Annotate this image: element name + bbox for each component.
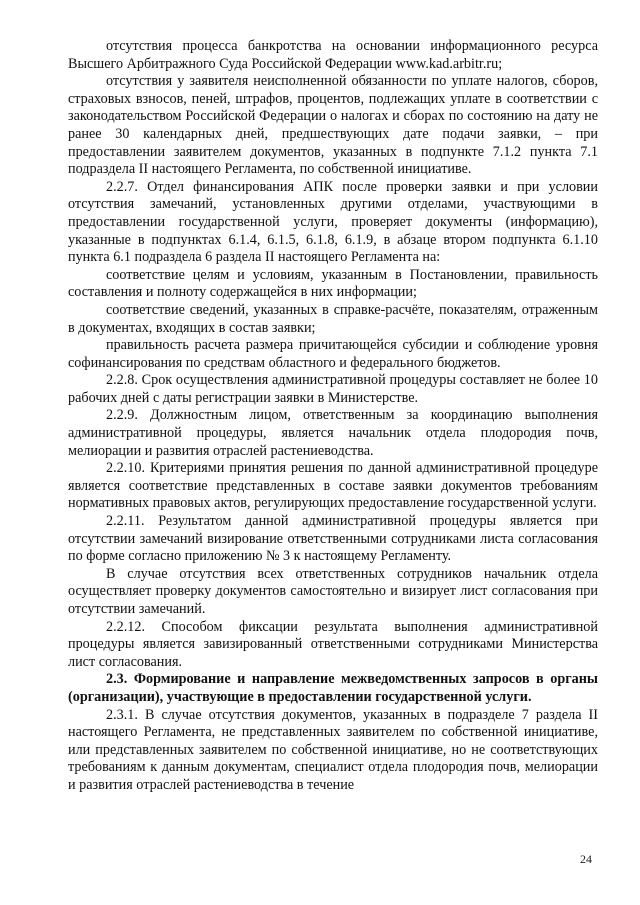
paragraph: 2.2.7. Отдел финансирования АПК после проверки заявки и при условии отсутствия замечаний, установленных другими отделами, участвующими в предоставлении государственной услуги, проверяет документы (информацию), указанные в подпунктах 6.1.4, 6.1.5, 6.1.8, 6.1.9, в абзаце втором подпункта 6.1.10 пункта 6.1 подраздела 6 раздела II настоящего Регламента на:	[68, 178, 598, 266]
paragraph: отсутствия процесса банкротства на основании информационного ресурса Высшего Арбитражного Суда Российской Федерации www.kad.arbitr.ru;	[68, 38, 598, 72]
paragraph: 2.2.11. Результатом данной административной процедуры является при отсутствии замечаний визирование ответственными сотрудниками листа согласования по форме согласно приложению № 3 к настоящему Регламенту.	[68, 513, 598, 565]
paragraph: соответствие целям и условиям, указанным в Постановлении, правильность составления и полноту содержащейся в них информации;	[68, 266, 598, 301]
paragraph: В случае отсутствия всех ответственных сотрудников начальник отдела осуществляет проверку документов самостоятельно и визирует лист согласования при отсутствии замечаний.	[68, 565, 598, 617]
page-number: 24	[580, 852, 592, 866]
paragraph: 2.3.1. В случае отсутствия документов, указанных в подразделе 7 раздела II настоящего Регламента, не представленных заявителем по собственной инициативе, или представленных заявителем по собственной инициативе, но не соответствующих требованиям к данным документам, специалист отдела плодородия почв, мелиорации и развития отраслей растениеводства в течение	[68, 706, 598, 793]
paragraph: 2.2.12. Способом фиксации результата выполнения административной процедуры является завизированный ответственными сотрудниками Министерства лист согласования.	[68, 618, 598, 670]
paragraph: 2.2.8. Срок осуществления административной процедуры составляет не более 10 рабочих дней с даты регистрации заявки в Министерстве.	[68, 372, 598, 406]
paragraph: 2.2.10. Критериями принятия решения по данной административной процедуре является соответствие представленных в составе заявки документов требованиям нормативных правовых актов, регулирующих предоставление государственной услуги.	[68, 460, 598, 512]
paragraph: правильность расчета размера причитающейся субсидии и соблюдение уровня софинансирования по средствам областного и федерального бюджетов.	[68, 337, 598, 371]
paragraph: отсутствия у заявителя неисполненной обязанности по уплате налогов, сборов, страховых взносов, пеней, штрафов, процентов, подлежащих уплате в соответствии с законодательством Российской Федерации о налогах и сборах по состоянию на дату не ранее 30 календарных дней, предшествующих дате подачи заявки, – при предоставлении заявителем документов, указанных в подпункте 7.1.2 пункта 7.1 подраздела II настоящего Регламента, по собственной инициативе.	[68, 73, 598, 178]
paragraph: 2.2.9. Должностным лицом, ответственным за координацию выполнения административной процедуры, является начальник отдела плодородия почв, мелиорации и развития отраслей растениеводства.	[68, 407, 598, 459]
document-body	[68, 38, 598, 795]
paragraph: соответствие сведений, указанных в справке-расчёте, показателям, отраженным в документах, входящих в состав заявки;	[68, 301, 598, 336]
section-heading: 2.3. Формирование и направление межведомственных запросов в органы (организации), участвующие в предоставлении государственной услуги.	[68, 671, 598, 705]
